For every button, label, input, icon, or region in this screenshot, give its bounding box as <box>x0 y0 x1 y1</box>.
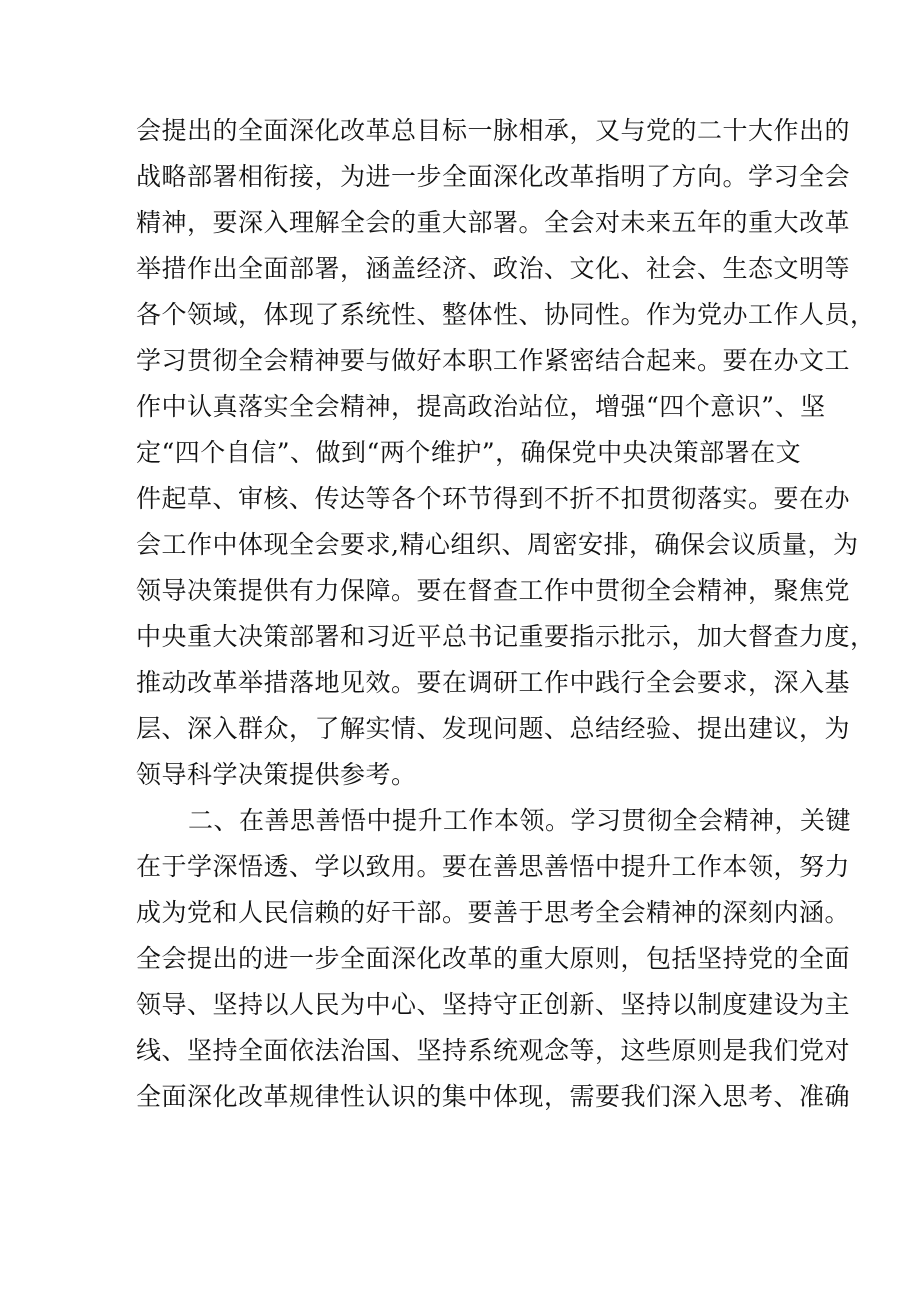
text-line: 会工作中体现全会要求,精心组织、周密安排，确保会议质量，为 <box>136 530 859 559</box>
text-line: 在于学深悟透、学以致用。要在善思善悟中提升工作本领，努力 <box>136 852 851 881</box>
text-line: 推动改革举措落地见效。要在调研工作中践行全会要求，深入基 <box>136 668 851 697</box>
text-line: 精神，要深入理解全会的重大部署。全会对未来五年的重大改革 <box>136 208 851 237</box>
text-line: 成为党和人民信赖的好干部。要善于思考全会精神的深刻内涵。 <box>136 898 851 927</box>
document-body <box>136 108 876 1120</box>
text-line: 学习贯彻全会精神要与做好本职工作紧密结合起来。要在办文工 <box>136 346 851 375</box>
section-heading-line: 二、在善思善悟中提升工作本领。学习贯彻全会精神，关键 <box>188 806 852 835</box>
text-line: 举措作出全面部署，涵盖经济、政治、文化、社会、生态文明等 <box>136 254 851 283</box>
text-line: 件起草、审核、传达等各个环节得到不折不扣贯彻落实。要在办 <box>136 484 851 513</box>
text-line: 层、深入群众，了解实情、发现问题、总结经验、提出建议，为 <box>136 714 851 743</box>
text-line: 领导科学决策提供参考。 <box>136 760 417 789</box>
text-line: 线、坚持全面依法治国、坚持系统观念等，这些原则是我们党对 <box>136 1036 851 1065</box>
text-line: 全面深化改革规律性认识的集中体现，需要我们深入思考、准确 <box>136 1082 851 1111</box>
text-line: 会提出的全面深化改革总目标一脉相承，又与党的二十大作出的 <box>136 116 851 145</box>
text-line: 全会提出的进一步全面深化改革的重大原则，包括坚持党的全面 <box>136 944 851 973</box>
text-line: 作中认真落实全会精神，提高政治站位，增强“四个意识”、坚 <box>136 392 826 421</box>
text-line: 战略部署相衔接，为进一步全面深化改革指明了方向。学习全会 <box>136 162 851 191</box>
text-line: 中央重大决策部署和习近平总书记重要指示批示，加大督查力度， <box>136 622 876 651</box>
text-line: 领导、坚持以人民为中心、坚持守正创新、坚持以制度建设为主 <box>136 990 851 1019</box>
text-line: 领导决策提供有力保障。要在督查工作中贯彻全会精神，聚焦党 <box>136 576 851 605</box>
text-line: 定“四个自信”、做到“两个维护”，确保党中央决策部署在文 <box>136 438 802 467</box>
text-line: 各个领域，体现了系统性、整体性、协同性。作为党办工作人员， <box>136 300 876 329</box>
